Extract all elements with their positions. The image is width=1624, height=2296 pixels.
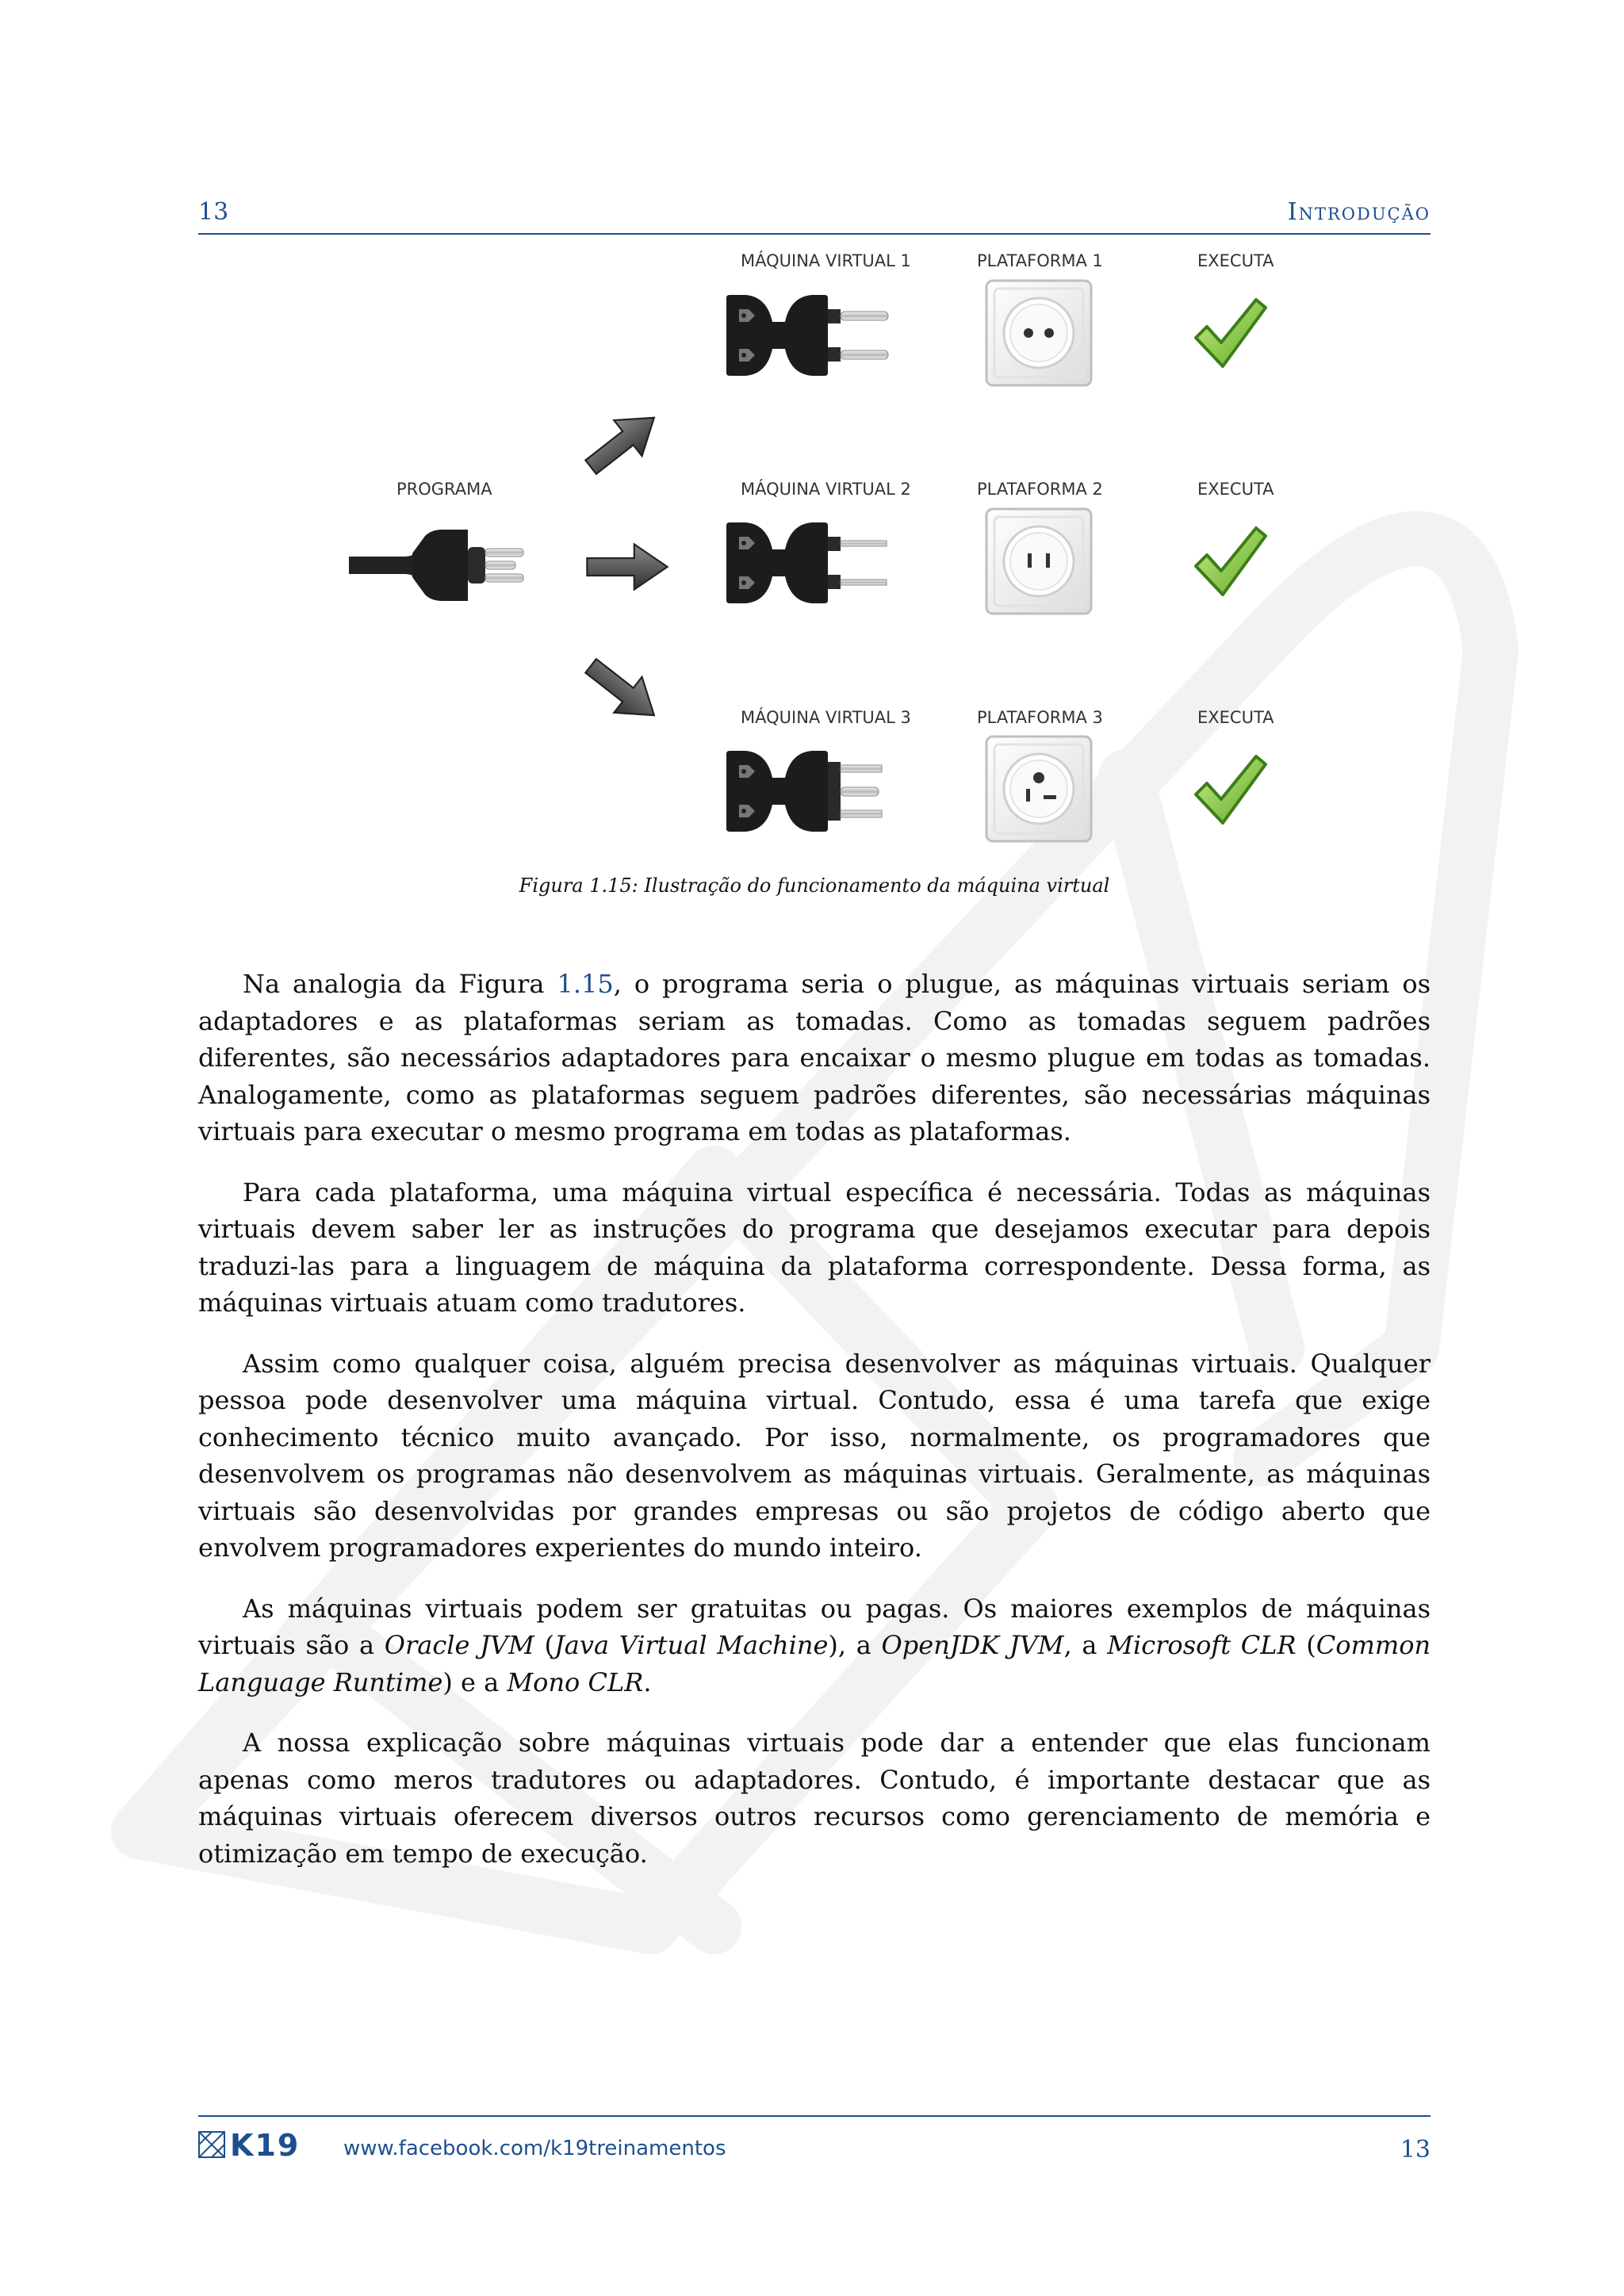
p4-text-1: As máquinas virtuais podem ser gratuitas ou pagas. Os maiores exemplos de máquinas virtuais são a bbox=[198, 1593, 1431, 1660]
page-header bbox=[198, 197, 1431, 235]
p4-italic-openjdk-jvm: OpenJDK JVM bbox=[881, 1630, 1064, 1660]
paragraph-1-text-a: Na analogia da Figura bbox=[243, 969, 557, 999]
label-exec3: EXECUTA bbox=[1197, 708, 1274, 727]
label-vm1: MÁQUINA VIRTUAL 1 bbox=[741, 251, 911, 270]
socket-plat2-icon bbox=[983, 506, 1094, 617]
header-page-number: 13 bbox=[198, 198, 229, 226]
label-vm2: MÁQUINA VIRTUAL 2 bbox=[741, 480, 911, 499]
arrow-up-right-icon bbox=[572, 395, 672, 490]
label-exec2: EXECUTA bbox=[1197, 480, 1274, 499]
figure-reference-link[interactable]: 1.15 bbox=[557, 969, 614, 999]
label-plat2: PLATAFORMA 2 bbox=[977, 480, 1103, 499]
paragraph-5: A nossa explicação sobre máquinas virtuais pode dar a entender que elas funcionam apenas como meros tradutores ou adaptadores. Contudo, é importante destacar que as máquinas virtuais oferecem diversos outros recursos como gerenciamento de memória e otimização em tempo de execução. bbox=[198, 1728, 1431, 1869]
socket-plat3-icon bbox=[983, 733, 1094, 844]
adapter-vm2-icon bbox=[723, 519, 898, 607]
footer-rule bbox=[198, 2115, 1431, 2117]
label-plat3: PLATAFORMA 3 bbox=[977, 708, 1103, 727]
p4-text-2: ( bbox=[534, 1630, 554, 1660]
adapter-vm3-icon bbox=[723, 748, 898, 835]
p4-italic-java-virtual-machine: Java Virtual Machine bbox=[553, 1630, 829, 1660]
p4-text-7: . bbox=[643, 1667, 652, 1697]
check-exec2-icon bbox=[1189, 522, 1269, 601]
figure-caption: Figura 1.15: Ilustração do funcionamento da máquina virtual bbox=[519, 874, 1110, 897]
p4-text-3: ), a bbox=[828, 1630, 882, 1660]
k19-logo-text: K19 bbox=[230, 2131, 301, 2158]
body-text bbox=[198, 966, 1431, 1896]
p4-text-6: ) e a bbox=[442, 1667, 508, 1697]
paragraph-1-text-b: , o programa seria o plugue, as máquinas virtuais seriam os adaptadores e as plataformas seriam as tomadas. Como as tomadas seguem padrões diferentes, são necessários adaptadores para encaixar o mesmo plugue em todas as tomadas. Analogamente, como as plataformas seguem padrões diferentes, são necessárias máquinas virtuais para executar o mesmo programa em todas as plataformas. bbox=[198, 969, 1431, 1146]
paragraph-2: Para cada plataforma, uma máquina virtual específica é necessária. Todas as máquinas virtuais devem saber ler as instruções do programa que desejamos executar para depois traduzi-las para a linguagem de máquina da plataforma correspondente. Dessa forma, as máquinas virtuais atuam como tradutores. bbox=[198, 1177, 1431, 1318]
check-exec1-icon bbox=[1189, 293, 1269, 373]
check-exec3-icon bbox=[1189, 750, 1269, 829]
label-exec1: EXECUTA bbox=[1197, 251, 1274, 270]
p4-italic-common-language-runtime: Common Language Runtime bbox=[198, 1630, 1431, 1697]
paragraph-3: Assim como qualquer coisa, alguém precisa desenvolver as máquinas virtuais. Qualquer pessoa pode desenvolver uma máquina virtual. Contudo, essa é uma tarefa que exige conhecimento técnico muito avançado. Por isso, normalmente, os programadores que desenvolvem os programas não desenvolvem as máquinas virtuais. Geralmente, as máquinas virtuais são desenvolvidas por grandes empresas ou são projetos de código aberto que envolvem programadores experientes do mundo inteiro. bbox=[198, 1348, 1431, 1563]
paragraph-4 bbox=[198, 1590, 1431, 1701]
arrow-down-right-icon bbox=[572, 643, 672, 738]
label-plat1: PLATAFORMA 1 bbox=[977, 251, 1103, 270]
p4-italic-microsoft-clr: Microsoft CLR bbox=[1107, 1630, 1297, 1660]
p4-text-5: ( bbox=[1296, 1630, 1316, 1660]
adapter-vm1-icon bbox=[723, 292, 898, 379]
label-programa: PROGRAMA bbox=[396, 480, 492, 499]
p4-text-4: , a bbox=[1063, 1630, 1108, 1660]
paragraph-1 bbox=[198, 966, 1431, 1150]
chapter-title: Introdução bbox=[1287, 198, 1431, 226]
page-footer bbox=[198, 2115, 1431, 2171]
k19-logo-icon bbox=[198, 2131, 319, 2158]
figure-virtual-machine bbox=[198, 238, 1431, 896]
p4-italic-mono-clr: Mono CLR bbox=[507, 1667, 644, 1697]
p4-italic-oracle-jvm: Oracle JVM bbox=[384, 1630, 534, 1660]
facebook-link[interactable]: www.facebook.com/k19treinamentos bbox=[343, 2137, 726, 2160]
arrow-right-icon bbox=[584, 541, 671, 593]
program-plug-icon bbox=[349, 522, 531, 609]
socket-plat1-icon bbox=[983, 277, 1094, 388]
footer-page-number: 13 bbox=[1400, 2136, 1431, 2164]
label-vm3: MÁQUINA VIRTUAL 3 bbox=[741, 708, 911, 727]
